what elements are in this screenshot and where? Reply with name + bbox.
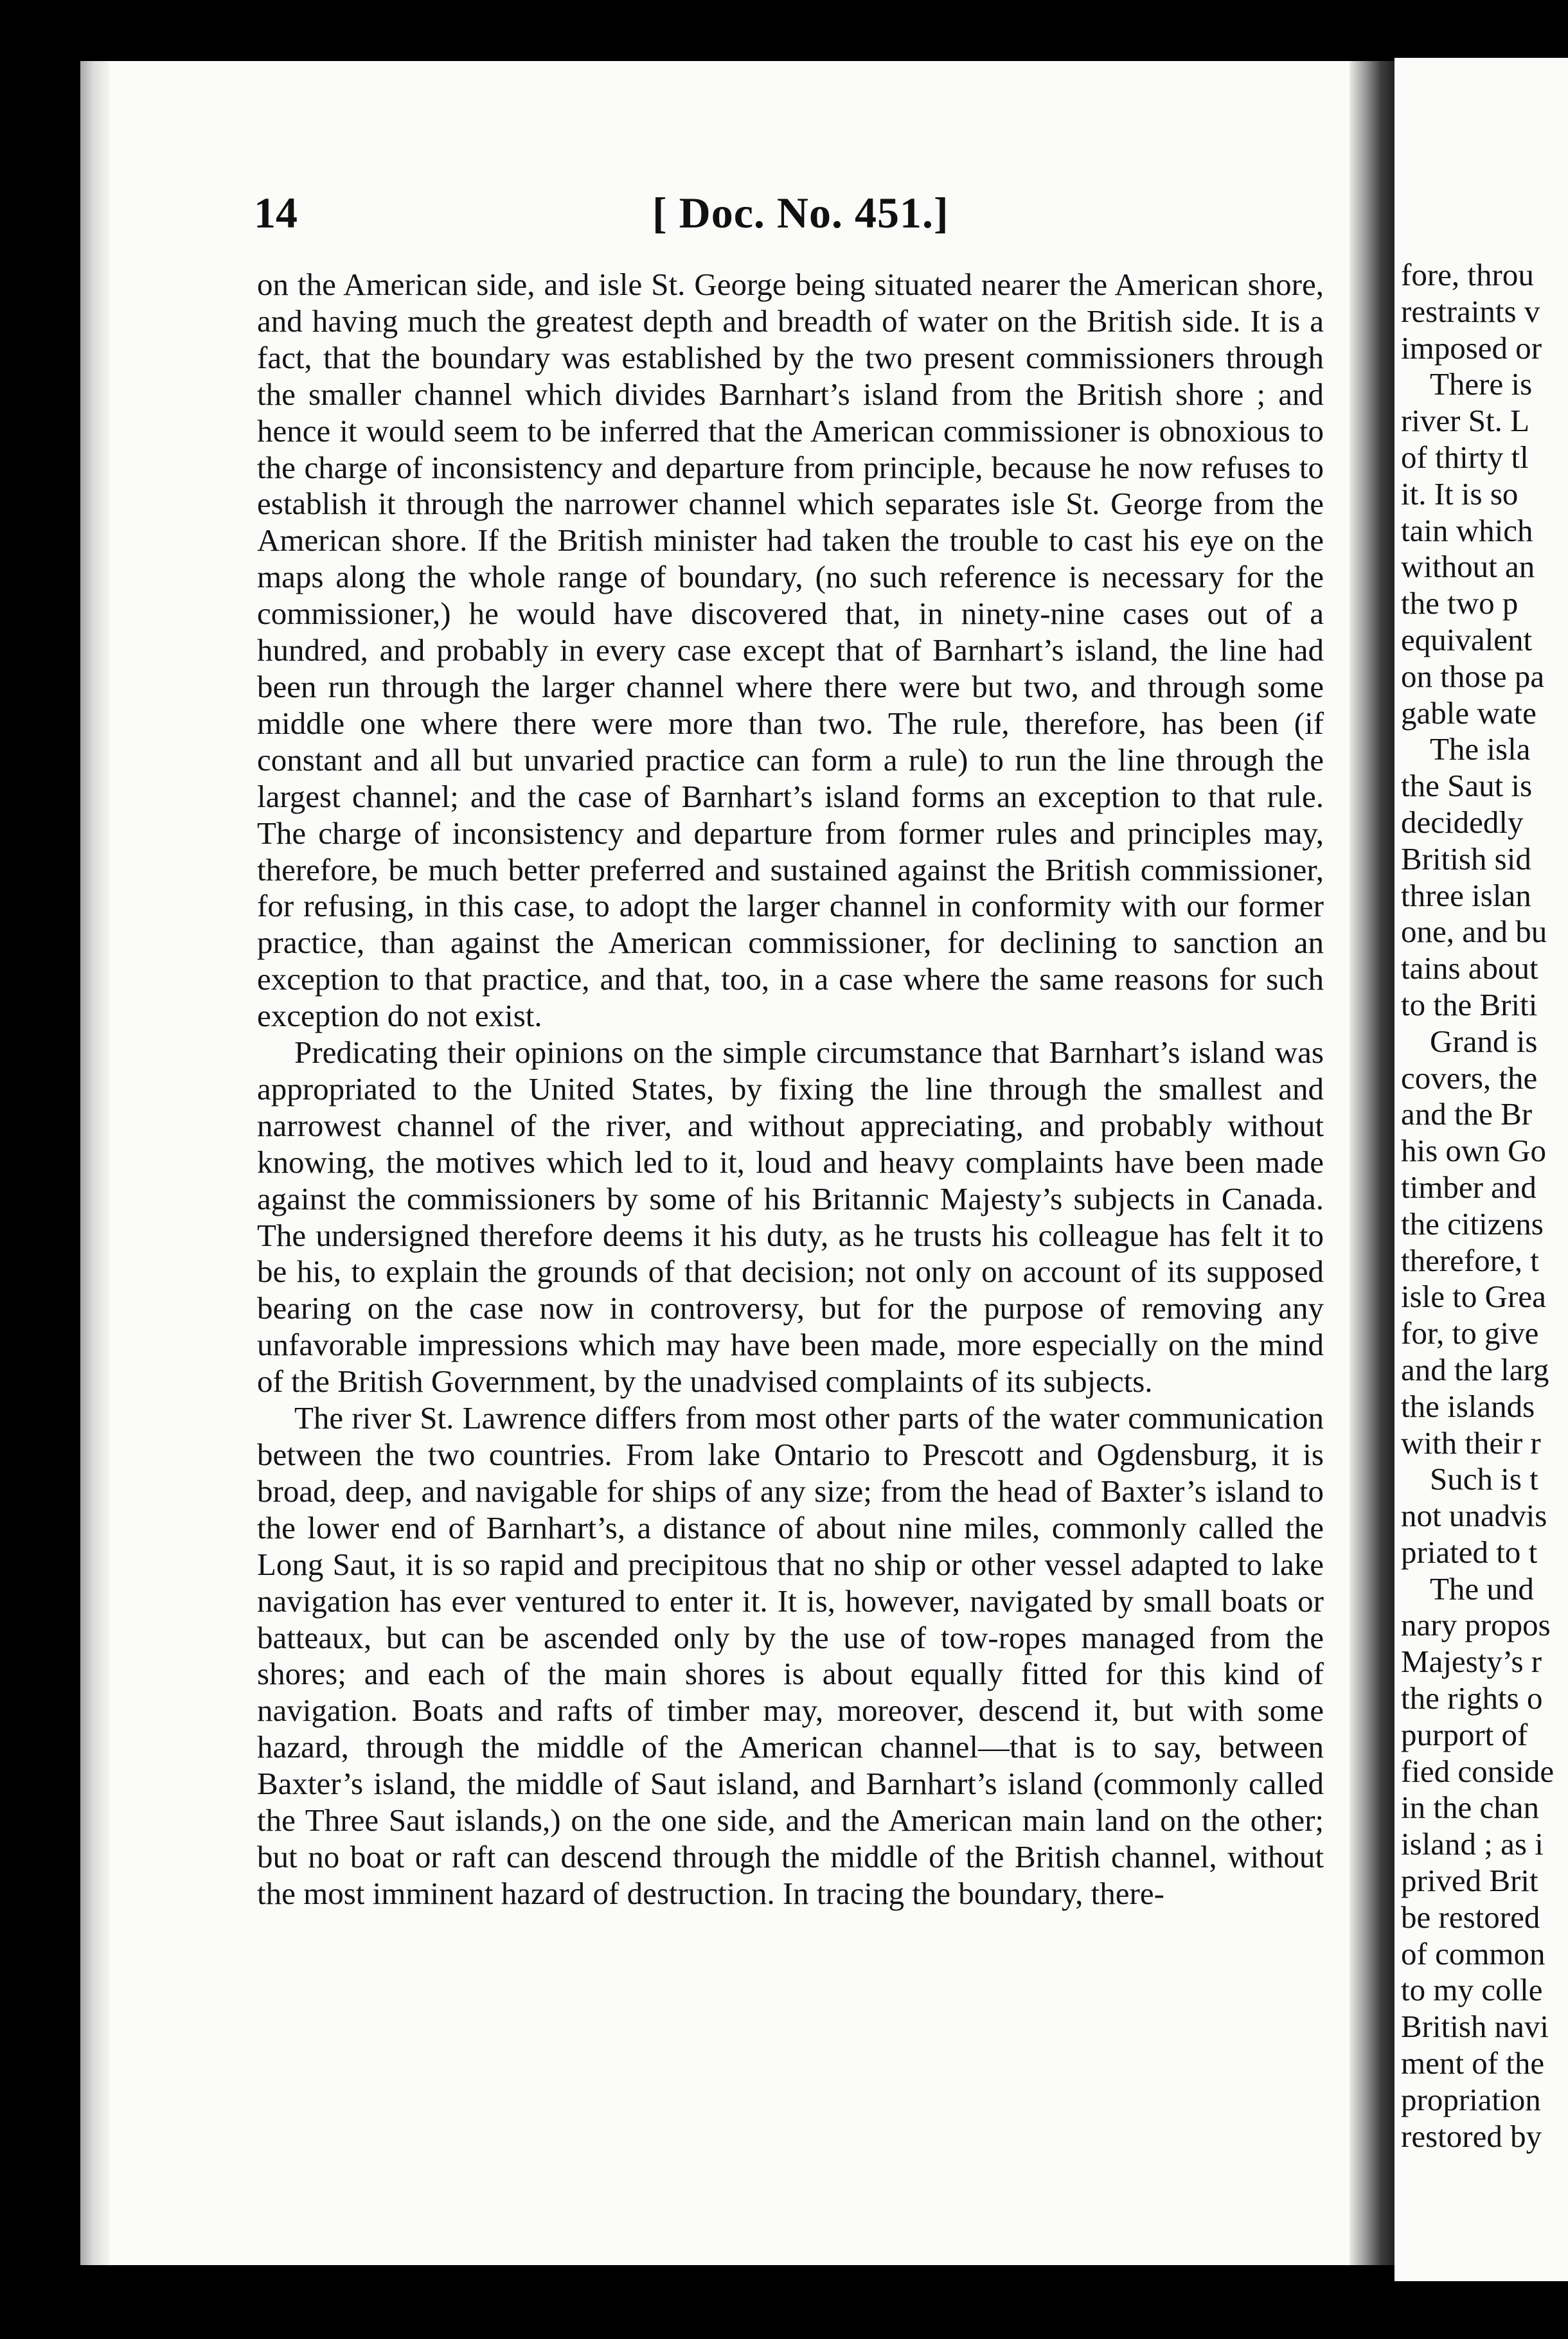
text-line: the islands bbox=[1401, 1388, 1535, 1424]
page-edge-shadow bbox=[80, 61, 109, 2265]
text-line: There is bbox=[1430, 366, 1533, 402]
text-line: river St. L bbox=[1401, 403, 1530, 439]
right-page-body bbox=[1401, 257, 1568, 2155]
text-line: isle to Grea bbox=[1401, 1279, 1546, 1315]
text-line: of thirty tl bbox=[1401, 439, 1529, 475]
text-line: gable wate bbox=[1401, 695, 1537, 731]
text-line: nary propos bbox=[1401, 1607, 1551, 1643]
text-line: to my colle bbox=[1401, 1972, 1543, 2008]
text-line: equivalent bbox=[1401, 621, 1533, 657]
book-gutter bbox=[1350, 61, 1394, 2265]
text-line: Majesty’s r bbox=[1401, 1644, 1542, 1680]
text-line: the two p bbox=[1401, 585, 1519, 621]
text-line: the citizens bbox=[1401, 1205, 1544, 1241]
text-line: the rights o bbox=[1401, 1680, 1543, 1716]
text-line: for, to give bbox=[1401, 1315, 1539, 1351]
text-line: the Saut is bbox=[1401, 768, 1533, 804]
text-line: timber and bbox=[1401, 1169, 1537, 1205]
text-line: The und bbox=[1430, 1570, 1534, 1606]
text-line: decidedly bbox=[1401, 804, 1524, 840]
text-line: restored by bbox=[1401, 2118, 1542, 2154]
text-line: it. It is so bbox=[1401, 476, 1519, 511]
text-line: Grand is bbox=[1430, 1023, 1538, 1059]
text-line: fied conside bbox=[1401, 1753, 1555, 1789]
text-line: with their r bbox=[1401, 1425, 1541, 1461]
text-line: in the chan bbox=[1401, 1790, 1539, 1826]
text-line: propriation bbox=[1401, 2081, 1541, 2117]
text-line: tain which bbox=[1401, 512, 1533, 548]
paragraph: Predicating their opinions on the simple circumstance that Barnhart’s island was appropriated to the United States, by fixing the line through the smallest and narrowest channel of the river, and without appreciating, and probably without knowing, the motives which led to it, loud and heavy complaints have been made against the commissioners by some of his Britannic Majesty’s subjects in Canada. The undersigned therefore deems it his duty, as he trusts his colleague has felt it to be his, to explain the grounds of that decision; not only on account of its supposed bearing on the case now in controversy, but for the purpose of removing any unfavorable impressions which may have been made, more especially on the mind of the British Government, by the unadvised complaints of its subjects. bbox=[257, 1035, 1324, 1400]
text-line: tains about bbox=[1401, 950, 1538, 986]
paragraph: The river St. Lawrence differs from most other parts of the water communication between the two countries. From lake Ontario to Prescott and Ogdensburg, it is broad, deep, and navigable for ships of any size; from the head of Baxter’s island to the lower end of Barnhart’s, a distance of about nine miles, commonly called the Long Saut, it is so rapid and precipitous that no ship or other vessel adapted to lake navigation has ever ventured to enter it. It is, however, navigated by small boats or batteaux, but can be ascended only by the use of tow-ropes managed from the shores; and each of the main shores is about equally fitted for this kind of navigation. Boats and rafts of timber may, moreover, descend it, but with some hazard, through the middle of the American channel—that is to say, between Baxter’s island, the middle of Saut island, and Barnhart’s island (commonly called the Three Saut islands,) on the one side, and the American main land on the other; but no boat or raft can descend through the middle of the British channel, without the most imminent hazard of destruction. In tracing the boundary, there- bbox=[257, 1400, 1324, 1911]
text-line: of common bbox=[1401, 1935, 1546, 1971]
page-number: 14 bbox=[254, 188, 298, 237]
text-line: and the larg bbox=[1401, 1351, 1549, 1387]
text-line: The isla bbox=[1430, 731, 1531, 767]
text-line: restraints v bbox=[1401, 293, 1540, 329]
text-line: British sid bbox=[1401, 840, 1531, 876]
text-line: three islan bbox=[1401, 877, 1531, 913]
text-line: to the Briti bbox=[1401, 986, 1538, 1022]
text-line: and the Br bbox=[1401, 1096, 1533, 1132]
paragraph: on the American side, and isle St. George being situated nearer the American shore, and having much the greatest depth and breadth of water on the British side. It is a fact, that the boundary was established by the two present commissioners through the smaller channel which divides Barnhart’s island from the British shore ; and hence it would seem to be inferred that the American commissioner is obnoxious to the charge of inconsistency and departure from principle, because he now refuses to establish it through the narrower channel which separates isle St. George from the American shore. If the British minister had taken the trouble to cast his eye on the maps along the whole range of boundary, (no such reference is necessary for the commissioner,) he would have discovered that, in ninety-nine cases out of a hundred, and probably in every case except that of Barnhart’s island, the line had been run through the larger channel where there were but two, and through some middle one where there were more than two. The rule, therefore, has been (if constant and all but unvaried practice can form a rule) to run the line through the largest channel; and the case of Barnhart’s island forms an exception to that rule. The charge of inconsistency and departure from former rules and principles may, therefore, be much better preferred and sustained against the British commissioner, for refusing, in this case, to adopt the larger channel in conformity with our former practice, than against the American commissioner, for declining to sanction an exception to that practice, and that, too, in a case where the same reasons for such exception do not exist. bbox=[257, 267, 1324, 1034]
left-page-body bbox=[257, 267, 1324, 1912]
text-line: on those pa bbox=[1401, 658, 1545, 694]
text-line: priated to t bbox=[1401, 1534, 1538, 1570]
text-line: imposed or bbox=[1401, 330, 1542, 366]
text-line: island ; as i bbox=[1401, 1826, 1544, 1862]
text-line: one, and bu bbox=[1401, 914, 1547, 950]
text-line: ment of the bbox=[1401, 2045, 1545, 2081]
text-line: be restored bbox=[1401, 1899, 1540, 1935]
text-line: British navi bbox=[1401, 2009, 1549, 2045]
text-line: prived Brit bbox=[1401, 1863, 1538, 1899]
text-line: purport of bbox=[1401, 1716, 1528, 1752]
text-line: fore, throu bbox=[1401, 257, 1534, 292]
text-line: without an bbox=[1401, 549, 1535, 585]
text-line: covers, the bbox=[1401, 1060, 1538, 1096]
page-header bbox=[254, 188, 1321, 245]
text-line: not unadvis bbox=[1401, 1498, 1547, 1534]
document-reference: [ Doc. No. 451.] bbox=[652, 188, 949, 237]
text-line: Such is t bbox=[1430, 1461, 1538, 1497]
text-line: his own Go bbox=[1401, 1133, 1546, 1169]
text-line: therefore, t bbox=[1401, 1242, 1539, 1278]
